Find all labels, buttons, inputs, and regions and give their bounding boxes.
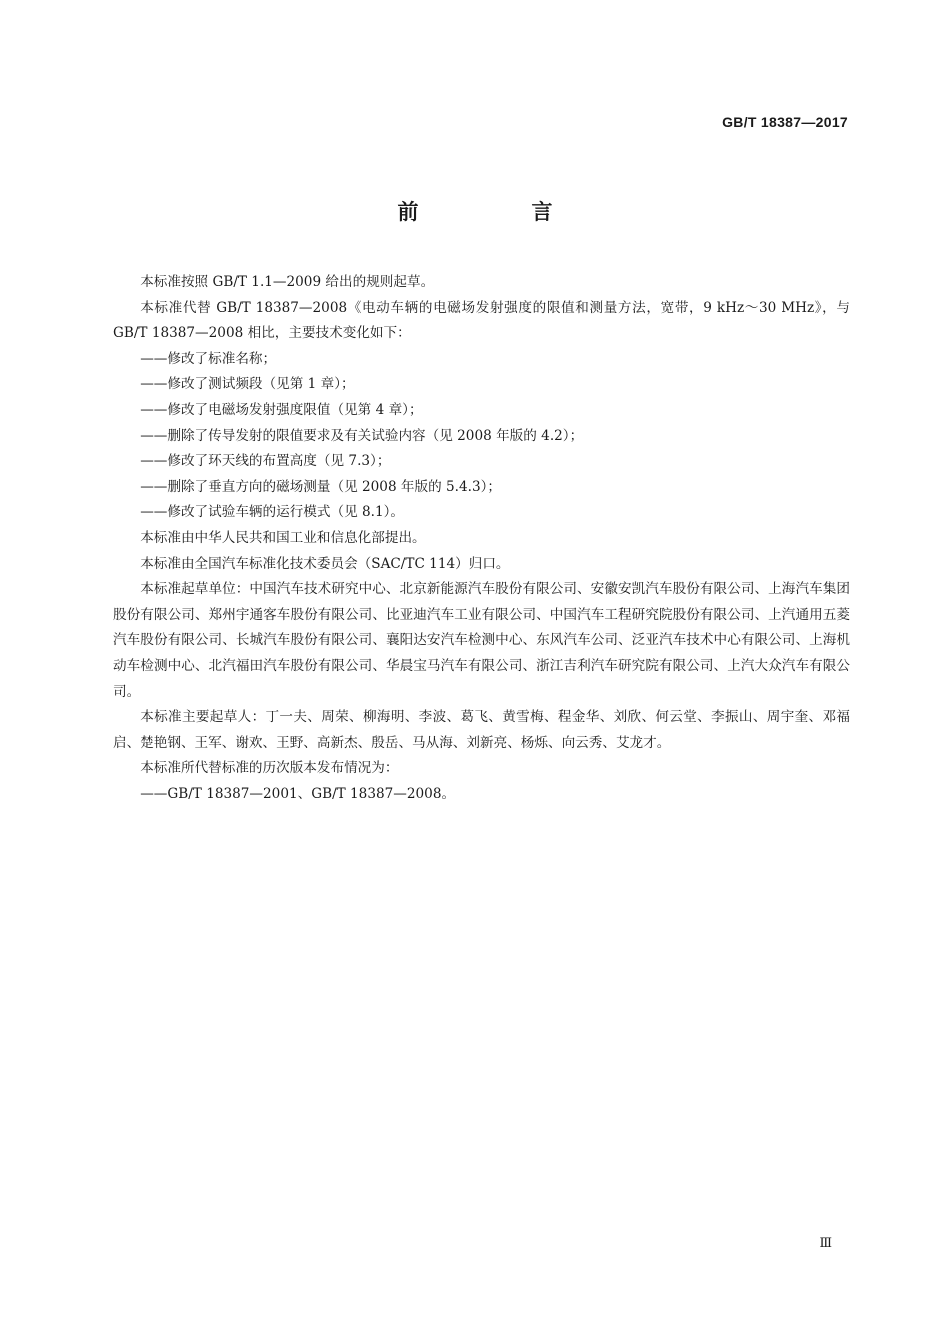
change-item: ——修改了环天线的布置高度（见 7.3）； <box>140 453 391 470</box>
change-item: ——修改了电磁场发射强度限值（见第 4 章）； <box>140 401 423 418</box>
paragraph-drafters: 本标准主要起草人：丁一夫、周荣、柳海明、李波、葛飞、黄雪梅、程金华、刘欣、何云堂、李振山、周宇奎、邓福启、楚艳钢、王军、谢欢、王野、高新杰、殷岳、马从海、刘新亮、杨烁、向云秀、艾龙才。 <box>113 709 850 751</box>
paragraph-committee: 本标准由全国汽车标准化技术委员会（SAC/TC 114）归口。 <box>140 555 510 572</box>
standard-code: GB/T 18387—2017 <box>722 114 848 130</box>
paragraph-drafting-rules: 本标准按照 GB/T 1.1—2009 给出的规则起草。 <box>140 274 435 290</box>
change-item: ——修改了试验车辆的运行模式（见 8.1）。 <box>140 504 405 521</box>
paragraph-proposer: 本标准由中华人民共和国工业和信息化部提出。 <box>140 529 426 546</box>
change-item: ——修改了测试频段（见第 1 章）； <box>140 376 355 393</box>
change-item: ——删除了垂直方向的磁场测量（见 2008 年版的 5.4.3）； <box>140 478 502 495</box>
paragraph-replacement: 本标准代替 GB/T 18387—2008《电动车辆的电磁场发射强度的限值和测量方法，宽带，9 kHz～30 MHz》，与 GB/T 18387—2008 相比，主要技术变化如下： <box>113 299 850 342</box>
change-item: ——删除了传导发射的限值要求及有关试验内容（见 2008 年版的 4.2）； <box>140 427 584 444</box>
previous-versions-list: ——GB/T 18387—2001、GB/T 18387—2008。 <box>140 785 456 802</box>
paragraph-drafting-units: 本标准起草单位：中国汽车技术研究中心、北京新能源汽车股份有限公司、安徽安凯汽车股份有限公司、上海汽车集团股份有限公司、郑州宇通客车股份有限公司、比亚迪汽车工业有限公司、中国汽车工程研究院股份有限公司、上汽通用五菱汽车股份有限公司、长城汽车股份有限公司、襄阳达安汽车检测中心、东风汽车公司、泛亚汽车技术中心有限公司、上海机动车检测中心、北汽福田汽车股份有限公司、华晨宝马汽车有限公司、浙江吉利汽车研究院有限公司、上汽大众汽车有限公司。 <box>113 581 850 700</box>
page-number: Ⅲ <box>819 1236 832 1251</box>
change-item: ——修改了标准名称； <box>140 350 277 367</box>
paragraph-previous-versions: 本标准所代替标准的历次版本发布情况为： <box>140 760 399 777</box>
foreword-body <box>113 270 850 807</box>
page-title: 前 言 <box>397 200 599 224</box>
